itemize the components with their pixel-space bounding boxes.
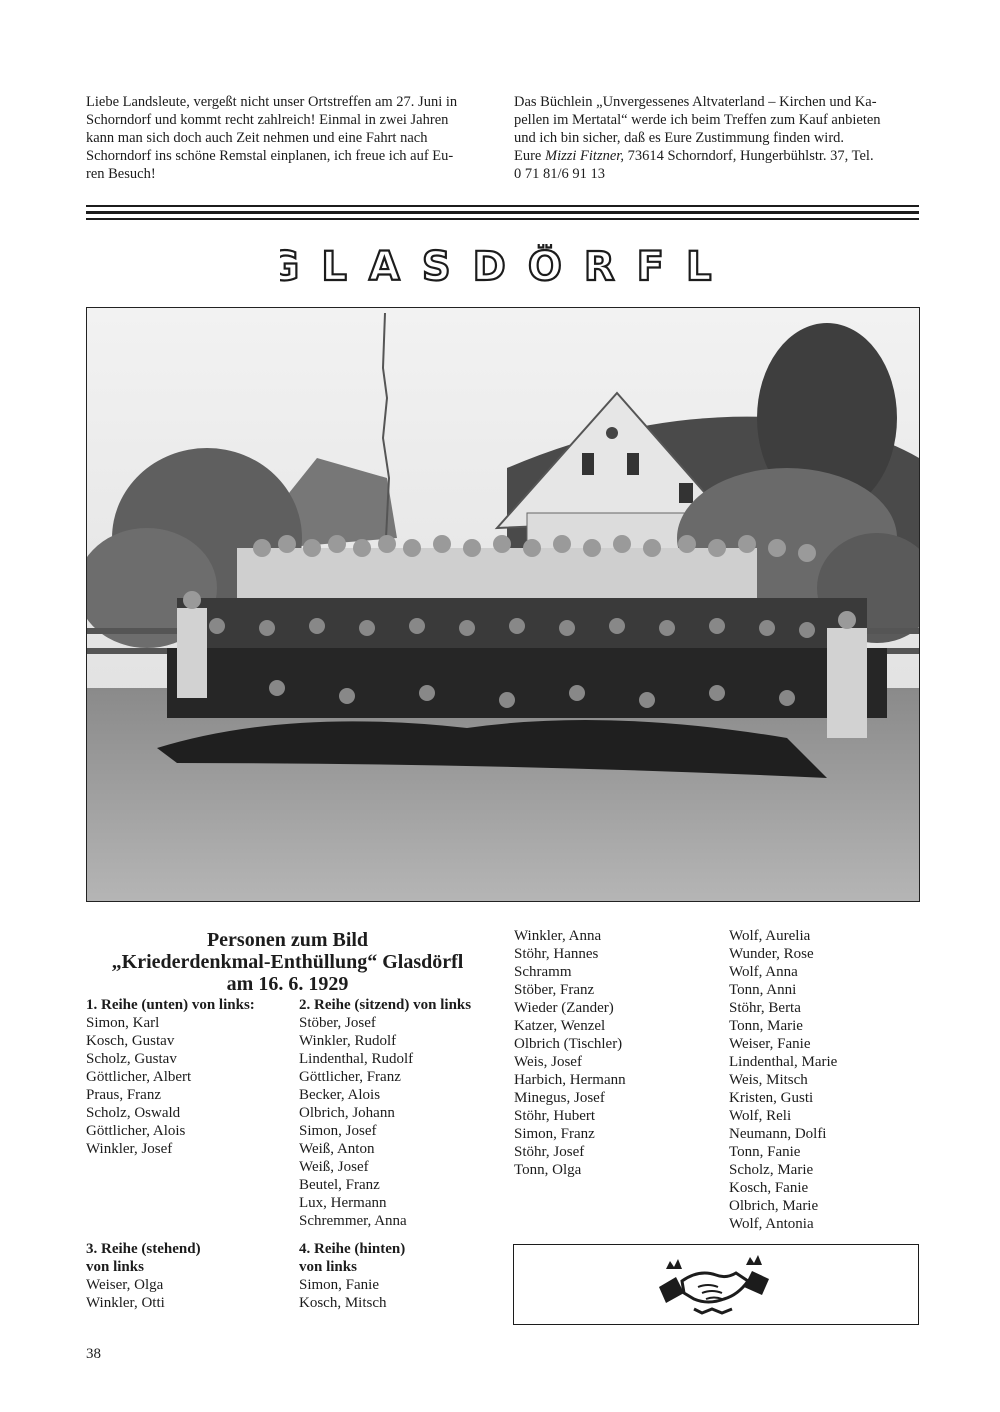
section-title (280, 244, 720, 286)
list-item: Scholz, Oswald (86, 1105, 181, 1121)
list-item: Göttlicher, Franz (299, 1069, 401, 1085)
list-item: Winkler, Josef (86, 1141, 173, 1157)
group-photograph (86, 307, 920, 902)
list-item: Tonn, Fanie (729, 1144, 801, 1160)
list-item: Wieder (Zander) (514, 1000, 614, 1016)
row3-heading-sub: von links (86, 1259, 144, 1275)
list-item: Stöhr, Hannes (514, 946, 599, 962)
intro-right-line: und ich bin sicher, daß es Eure Zustimmung finden wird. (514, 130, 845, 146)
emblem-box (513, 1244, 919, 1325)
list-item: Winkler, Rudolf (299, 1033, 397, 1049)
intro-right-line: pellen im Mertatal“ werde ich beim Treffen zum Kauf anbieten (514, 112, 881, 128)
list-item: Weis, Mitsch (729, 1072, 808, 1088)
row1-names (86, 1014, 286, 1158)
list-item: Becker, Alois (299, 1087, 381, 1103)
list-item: Schramm (514, 964, 572, 980)
signature-prefix: Eure (514, 148, 542, 164)
list-item: Stöhr, Berta (729, 1000, 801, 1016)
list-item: Lindenthal, Rudolf (299, 1051, 414, 1067)
intro-left-line: Schorndorf ins schöne Remstal einplanen, ich freue ich auf Eu- (86, 148, 454, 164)
row2-names (299, 1014, 504, 1230)
list-item: Wunder, Rose (729, 946, 814, 962)
list-item: Kosch, Mitsch (299, 1295, 387, 1311)
row1-heading: 1. Reihe (unten) von links: (86, 997, 255, 1013)
section-title-text: GLASDÖRFL (280, 244, 720, 286)
row3-names (86, 1276, 286, 1312)
list-item: Neumann, Dolfi (729, 1126, 827, 1142)
row4-heading: 4. Reihe (hinten) (299, 1241, 406, 1257)
list-item: Weis, Josef (514, 1054, 582, 1070)
signature-address: 73614 Schorndorf, Hungerbühlstr. 37, Tel. (627, 148, 874, 164)
row1-list (86, 996, 286, 1158)
list-item: Schremmer, Anna (299, 1213, 407, 1229)
list-item: Olbrich, Johann (299, 1105, 395, 1121)
row3-heading: 3. Reihe (stehend) (86, 1241, 201, 1257)
column4-names (729, 927, 919, 1233)
intro-left-paragraph (86, 93, 493, 183)
list-item: Stöber, Franz (514, 982, 595, 998)
list-item: Wolf, Aurelia (729, 928, 811, 944)
list-item: Weiß, Anton (299, 1141, 375, 1157)
divider-rule-middle (86, 211, 919, 214)
list-item: Simon, Franz (514, 1126, 595, 1142)
list-item: Weiser, Olga (86, 1277, 164, 1293)
list-item: Winkler, Otti (86, 1295, 165, 1311)
row4-heading-sub: von links (299, 1259, 357, 1275)
column3-names (514, 927, 714, 1179)
list-item: Wolf, Antonia (729, 1216, 814, 1232)
list-item: Lux, Hermann (299, 1195, 387, 1211)
list-item: Göttlicher, Alois (86, 1123, 186, 1139)
divider-rule-top (86, 205, 919, 207)
list-item: Göttlicher, Albert (86, 1069, 192, 1085)
row4-names (299, 1276, 499, 1312)
handshake-emblem-icon (654, 1249, 774, 1319)
list-item: Praus, Franz (86, 1087, 161, 1103)
list-item: Stöber, Josef (299, 1015, 376, 1031)
intro-right-line: Das Büchlein „Unvergessenes Altvaterland – Kirchen und Ka- (514, 94, 877, 110)
list-item: Winkler, Anna (514, 928, 602, 944)
caption-title (86, 929, 489, 995)
list-item: Lindenthal, Marie (729, 1054, 838, 1070)
intro-left-line: Schorndorf und kommt recht zahlreich! Einmal in zwei Jahren (86, 112, 449, 128)
list-item: Olbrich, Marie (729, 1198, 819, 1214)
caption-title-line: Personen zum Bild (206, 929, 369, 951)
list-item: Kosch, Gustav (86, 1033, 175, 1049)
row4-list (299, 1240, 499, 1312)
page-number: 38 (86, 1346, 101, 1362)
caption-title-line: am 16. 6. 1929 (226, 973, 349, 995)
list-item: Katzer, Wenzel (514, 1018, 606, 1034)
list-item: Scholz, Gustav (86, 1051, 177, 1067)
list-item: Stöhr, Hubert (514, 1108, 596, 1124)
list-item: Scholz, Marie (729, 1162, 814, 1178)
intro-left-line: kann man sich doch auch Zeit nehmen und eine Fahrt nach (86, 130, 428, 146)
signature-line (514, 147, 919, 165)
list-item: Kosch, Fanie (729, 1180, 809, 1196)
list-item: Stöhr, Josef (514, 1144, 585, 1160)
list-item: Olbrich (Tischler) (514, 1036, 623, 1052)
list-item: Wolf, Anna (729, 964, 798, 980)
intro-right-paragraph (514, 93, 919, 183)
list-item: Wolf, Reli (729, 1108, 792, 1124)
caption-title-line: „Kriederdenkmal-Enthüllung“ Glasdörfl (111, 951, 464, 973)
row2-heading: 2. Reihe (sitzend) von links (299, 997, 472, 1013)
list-item: Minegus, Josef (514, 1090, 605, 1106)
list-item: Beutel, Franz (299, 1177, 380, 1193)
list-item: Tonn, Olga (514, 1162, 582, 1178)
divider-rule-bottom (86, 218, 919, 220)
intro-left-line: Liebe Landsleute, vergeßt nicht unser Ortstreffen am 27. Juni in (86, 94, 458, 110)
list-item: Kristen, Gusti (729, 1090, 814, 1106)
row2-list (299, 996, 504, 1230)
row3-list (86, 1240, 286, 1312)
signature-name: Mizzi Fitzner, (545, 148, 624, 164)
phone-number: 0 71 81/6 91 13 (514, 166, 606, 182)
list-item: Tonn, Anni (729, 982, 797, 998)
intro-left-line: ren Besuch! (86, 166, 156, 182)
list-item: Weiser, Fanie (729, 1036, 811, 1052)
list-item: Tonn, Marie (729, 1018, 803, 1034)
list-item: Harbich, Hermann (514, 1072, 626, 1088)
list-item: Simon, Fanie (299, 1277, 380, 1293)
list-item: Simon, Josef (299, 1123, 377, 1139)
list-item: Weiß, Josef (299, 1159, 369, 1175)
list-item: Simon, Karl (86, 1015, 160, 1031)
